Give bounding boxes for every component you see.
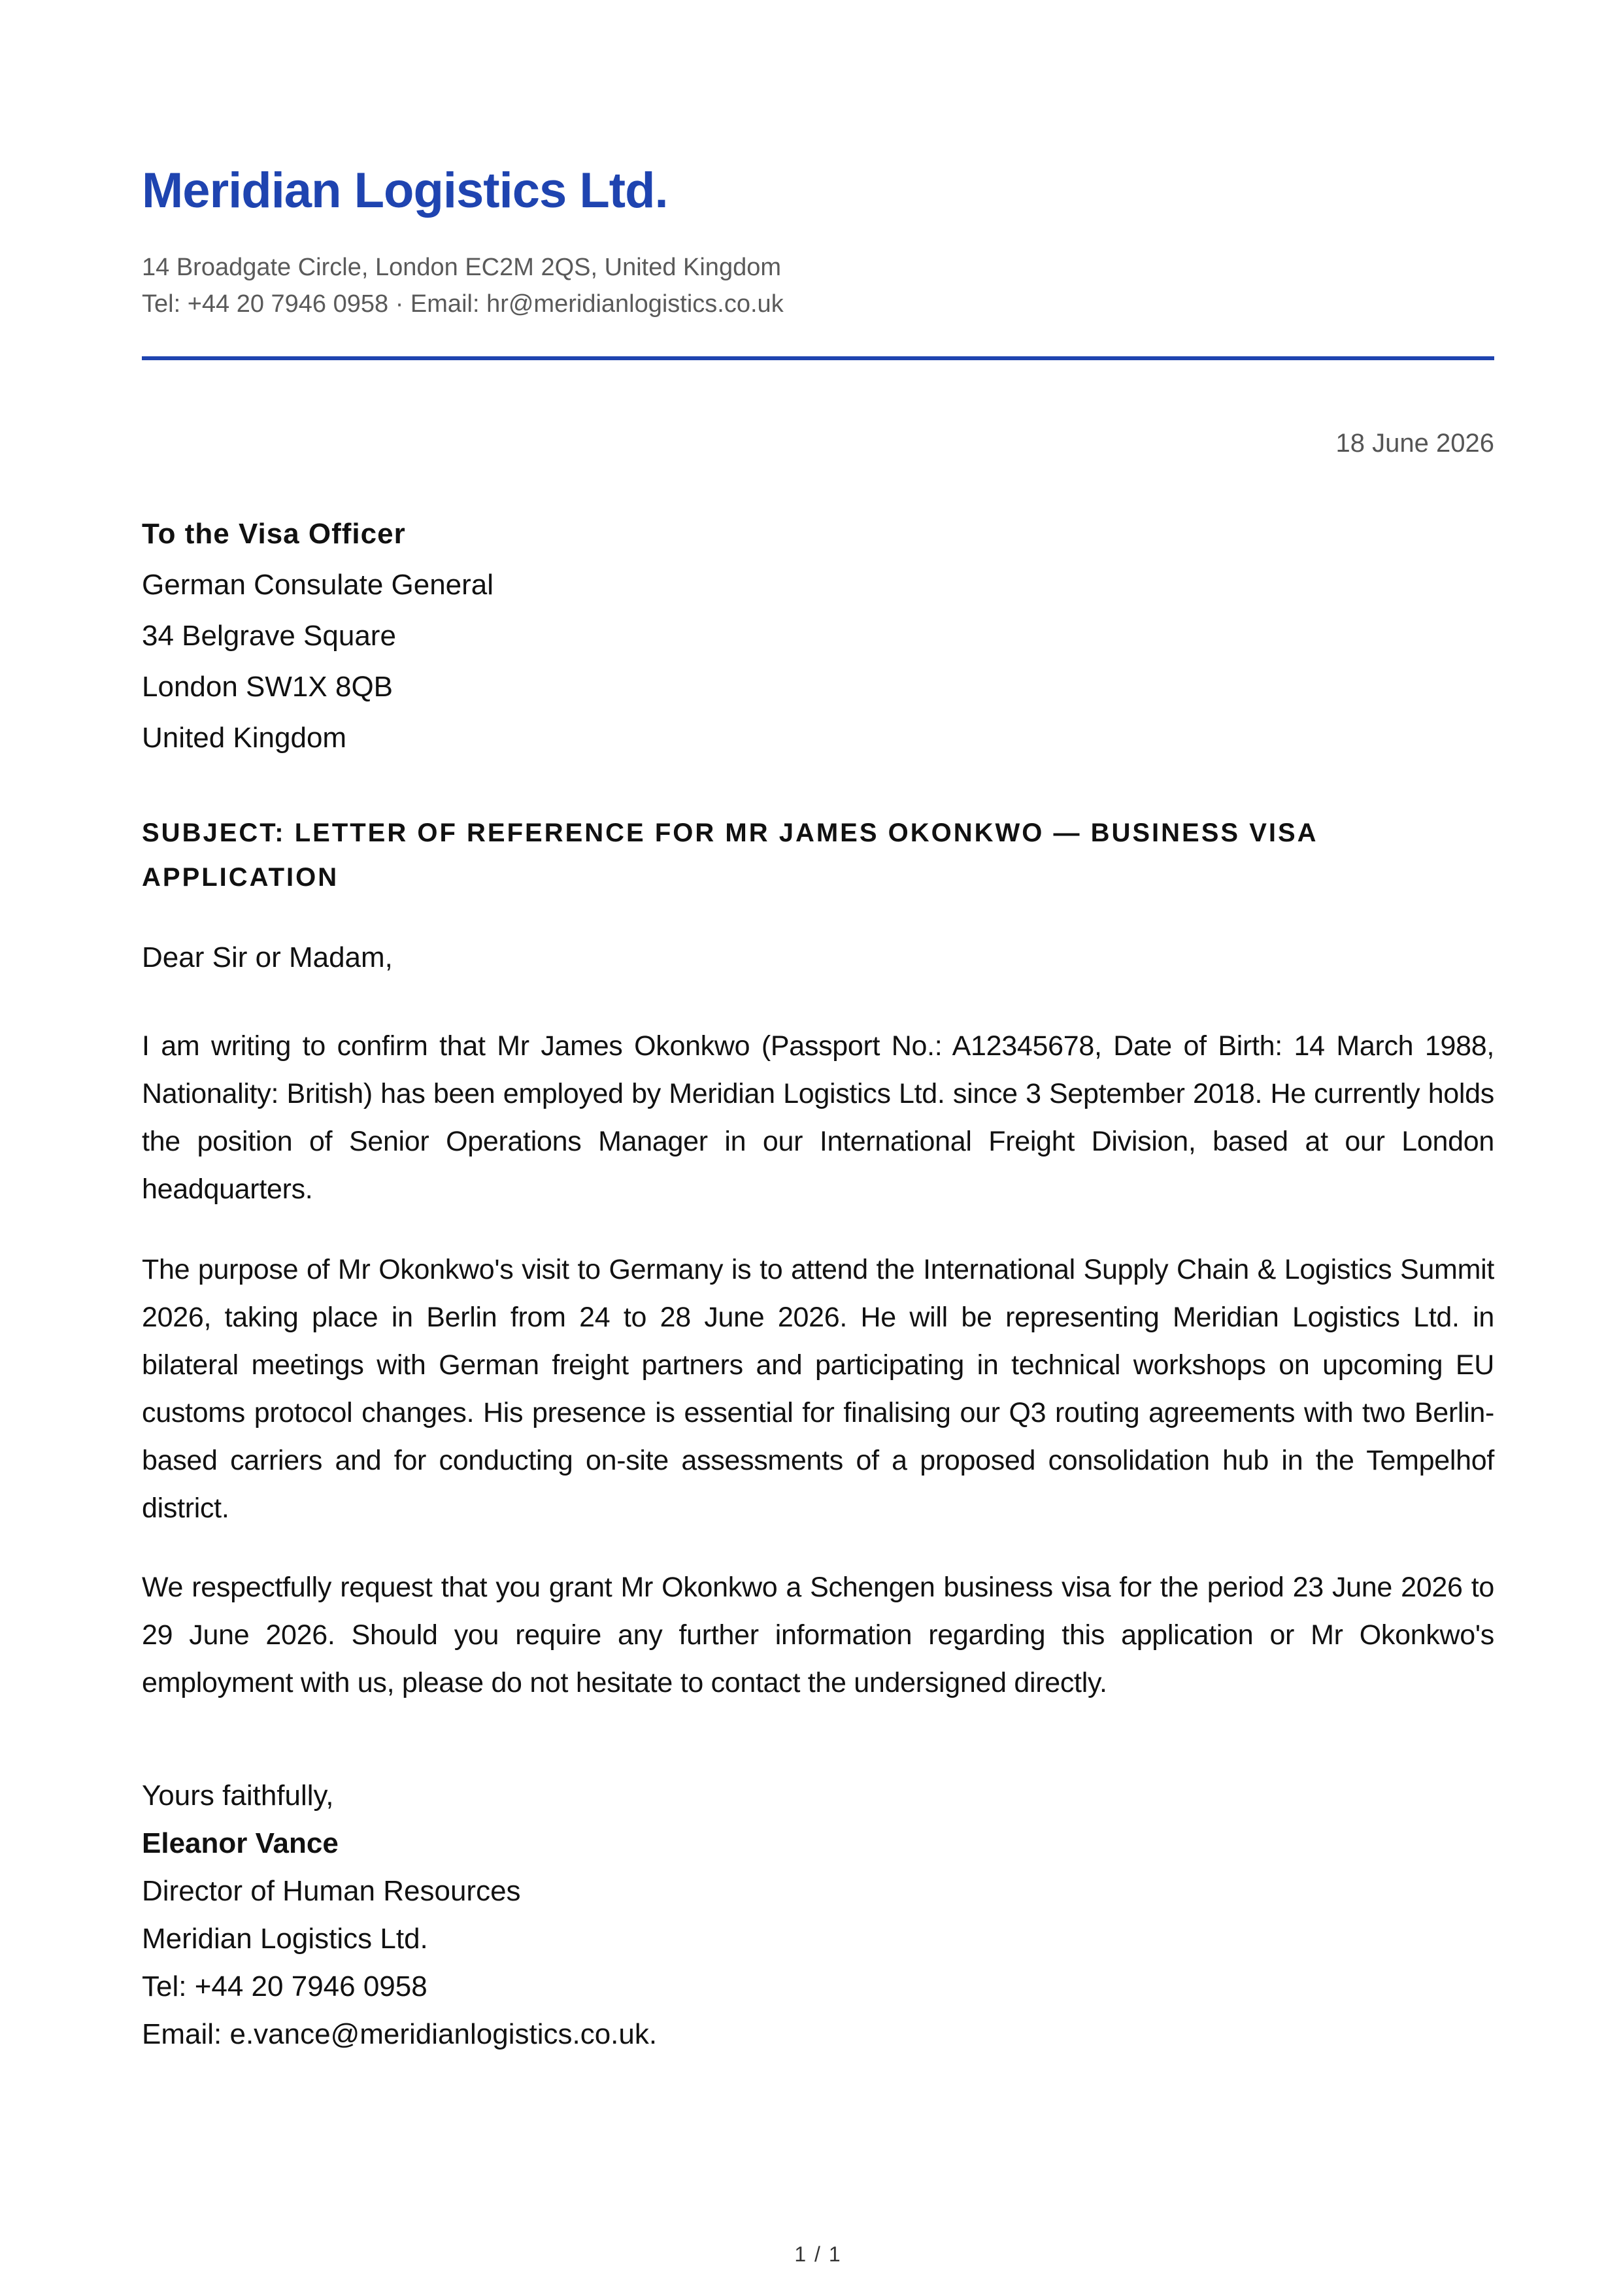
company-contact: Tel: +44 20 7946 0958 · Email: hr@meridianlogistics.co.uk — [142, 290, 784, 318]
salutation: Dear Sir or Madam, — [142, 941, 393, 973]
page-number: 1 / 1 — [794, 2242, 842, 2266]
signer-phone: Tel: +44 20 7946 0958 — [142, 1970, 427, 2002]
subject-line: SUBJECT: LETTER OF REFERENCE FOR MR JAMES OKONKWO — BUSINESS VISA APPLICATION — [142, 819, 1318, 892]
letter-page — [142, 0, 1494, 2296]
recipient-line: German Consulate General — [142, 569, 494, 601]
recipient-block — [142, 509, 494, 764]
recipient-line: United Kingdom — [142, 722, 347, 754]
signer-position: Director of Human Resources — [142, 1875, 521, 1907]
signer-company: Meridian Logistics Ltd. — [142, 1923, 428, 1955]
recipient-line: London SW1X 8QB — [142, 671, 393, 703]
header-divider — [142, 356, 1494, 360]
company-address: 14 Broadgate Circle, London EC2M 2QS, United Kingdom — [142, 254, 781, 281]
signer-email: Email: e.vance@meridianlogistics.co.uk. — [142, 2018, 658, 2050]
body-paragraph-employment: I am writing to confirm that Mr James Okonkwo (Passport No.: A12345678, Date of Birth: 14 March 1988, Nationality: British) has been employed by Meridian Logistics Ltd. since 3 September 2018. He currently holds the position of Senior Operations Manager in our International Freight Division, based at our London headquarters. — [142, 1030, 1494, 1205]
closing: Yours faithfully, — [142, 1780, 334, 1812]
body-paragraph-purpose: The purpose of Mr Okonkwo's visit to Germany is to attend the International Supply Chain & Logistics Summit 2026, taking place in Berlin from 24 to 28 June 2026. He will be representing Meridian Logistics Ltd. in bilateral meetings with German freight partners and participating in technical workshops on upcoming EU customs protocol changes. His presence is essential for finalising our Q3 routing agreements with two Berlin-based carriers and for conducting on-site assessments of a proposed consolidation hub in the Tempelhof district. — [142, 1254, 1494, 1524]
signer-name: Eleanor Vance — [142, 1827, 339, 1859]
signature-block — [142, 1772, 657, 2058]
recipient-line: 34 Belgrave Square — [142, 620, 396, 652]
letter-date: 18 June 2026 — [1335, 429, 1494, 458]
recipient-title: To the Visa Officer — [142, 518, 406, 550]
body-paragraph-request: We respectfully request that you grant Mr Okonkwo a Schengen business visa for the period 23 June 2026 to 29 June 2026. Should you require any further information regarding this application or Mr Okonkwo's employment with us, please do not hesitate to contact the undersigned directly. — [142, 1572, 1494, 1698]
company-name: Meridian Logistics Ltd. — [142, 163, 668, 218]
